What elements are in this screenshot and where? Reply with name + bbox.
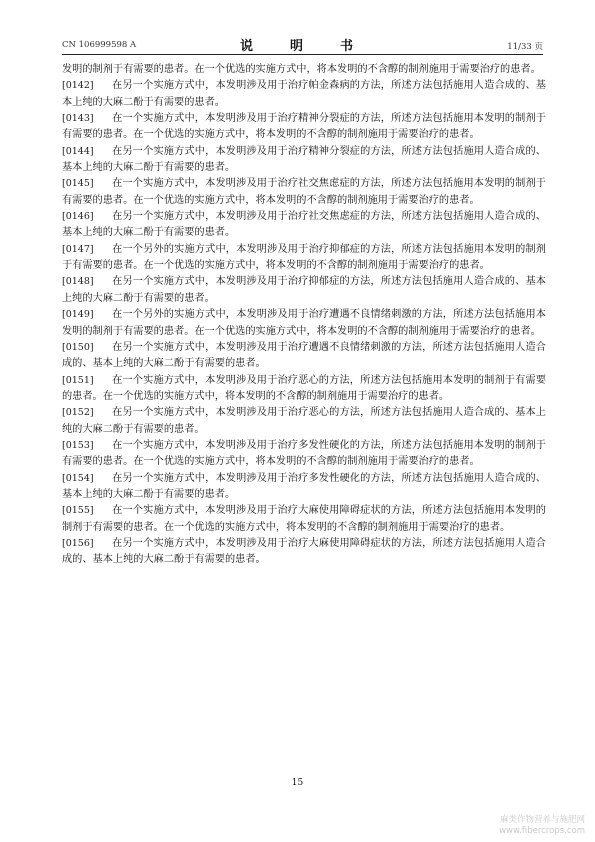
- paragraph-number: [0149]: [62, 309, 94, 321]
- paragraph-number: [0144]: [62, 145, 94, 157]
- document-body: [62, 62, 546, 569]
- paragraph-text: 在另一个实施方式中，本发明涉及用于治疗帕金森病的方法，所述方法包括施用人造合成的、基本上纯的大麻二酚于有需要的患者。: [62, 80, 546, 108]
- paragraph-text: 在一个另外的实施方式中，本发明涉及用于治疗抑郁症的方法，所述方法包括施用本发明的制剂于有需要的患者。在一个优选的实施方式中，将本发明的不含醇的制剂施用于需要治疗的患者。: [62, 243, 546, 272]
- paragraph: [62, 405, 546, 438]
- paragraph-text: 在一个实施方式中，本发明涉及用于治疗大麻使用障碍症状的方法，所述方法包括施用本发明的制剂于有需要的患者。在一个优选的实施方式中，将本发明的不含醇的制剂施用于需要治疗的患者。: [62, 505, 546, 533]
- paragraph: [62, 242, 546, 275]
- paragraph: [62, 144, 546, 177]
- paragraph-text: 在另一个实施方式中，本发明涉及用于治疗大麻使用障碍症状的方法，所述方法包括施用人造合成的、基本上纯的大麻二酚于有需要的患者。: [62, 537, 546, 566]
- paragraph-text: 在另一个实施方式中，本发明涉及用于治疗恶心的方法，所述方法包括施用人造合成的、基本上纯的大麻二酚于有需要的患者。: [62, 407, 546, 435]
- paragraph: [62, 78, 546, 111]
- paragraph-number: [0146]: [62, 211, 94, 223]
- paragraph: [62, 307, 546, 340]
- paragraph-number: [0153]: [62, 439, 94, 451]
- paragraph-number: [0152]: [62, 407, 94, 419]
- paragraph-text: 在一个另外的实施方式中，本发明涉及用于治疗遭遇不良情绪刺激的方法，所述方法包括施用本发明的制剂于有需要的患者。在一个优选的实施方式中，将本发明的不含醇的制剂施用于需要治疗的患者。: [62, 309, 546, 337]
- page-number: 15: [291, 778, 304, 788]
- paragraph-number: [0155]: [62, 505, 94, 517]
- watermark: [499, 815, 585, 837]
- paragraph-text: 在另一个实施方式中，本发明涉及用于治疗遭遇不良情绪刺激的方法，所述方法包括施用人造合成的、基本上纯的大麻二酚于有需要的患者。: [62, 341, 546, 370]
- paragraph-text: 在一个实施方式中，本发明涉及用于治疗社交焦虑症的方法，所述方法包括施用本发明的制剂于有需要的患者。在一个优选的实施方式中，将本发明的不含醇的制剂施用于需要治疗的患者。: [62, 178, 546, 206]
- paragraph: [62, 471, 546, 504]
- watermark-site-name: 麻类作物营养与施肥网: [499, 815, 585, 825]
- paragraph: [62, 503, 546, 536]
- document-title: 说 明 书: [239, 39, 365, 54]
- paragraph: [62, 62, 546, 78]
- paragraph: [62, 209, 546, 242]
- paragraph-text: 在另一个实施方式中，本发明涉及用于治疗抑郁症的方法，所述方法包括施用人造合成的、基本上纯的大麻二酚于有需要的患者。: [62, 276, 546, 304]
- paragraph: [62, 340, 546, 373]
- paragraph-number: [0151]: [62, 374, 94, 386]
- paragraph-text: 在一个实施方式中，本发明涉及用于治疗恶心的方法，所述方法包括施用本发明的制剂于有需要的患者。在一个优选的实施方式中，将本发明的不含醇的制剂施用于需要治疗的患者。: [62, 374, 546, 402]
- paragraph-text: 在另一个实施方式中，本发明涉及用于治疗精神分裂症的方法，所述方法包括施用人造合成的、基本上纯的大麻二酚于有需要的患者。: [62, 145, 546, 174]
- paragraph-text: 在另一个实施方式中，本发明涉及用于治疗多发性硬化的方法，所述方法包括施用人造合成的、基本上纯的大麻二酚于有需要的患者。: [62, 472, 546, 500]
- paragraph: [62, 111, 546, 144]
- paragraph-text: 在另一个实施方式中，本发明涉及用于治疗社交焦虑症的方法，所述方法包括施用人造合成的、基本上纯的大麻二酚于有需要的患者。: [62, 211, 546, 239]
- paragraph-number: [0143]: [62, 113, 94, 125]
- paragraph: [62, 176, 546, 209]
- watermark-url: www.fibercrops.com: [499, 826, 585, 836]
- document-header: [62, 36, 543, 55]
- paragraph-number: [0150]: [62, 341, 94, 353]
- page-count: 11/33 页: [507, 42, 543, 52]
- paragraph-number: [0148]: [62, 276, 94, 288]
- paragraph: [62, 438, 546, 471]
- paragraph-text: 在一个实施方式中，本发明涉及用于治疗精神分裂症的方法，所述方法包括施用本发明的制剂于有需要的患者。在一个优选的实施方式中，将本发明的不含醇的制剂施用于需要治疗的患者。: [62, 113, 546, 141]
- paragraph: [62, 536, 546, 569]
- paragraph: [62, 373, 546, 406]
- paragraph-text: 在一个实施方式中，本发明涉及用于治疗多发性硬化的方法，所述方法包括施用本发明的制剂于有需要的患者。在一个优选的实施方式中，将本发明的不含醇的制剂施用于需要治疗的患者。: [62, 439, 546, 468]
- publication-number: CN 106999598 A: [62, 40, 137, 50]
- paragraph-number: [0145]: [62, 178, 94, 190]
- paragraph-number: [0142]: [62, 80, 94, 92]
- paragraph-number: [0154]: [62, 472, 94, 484]
- paragraph-text: 发明的制剂于有需要的患者。在一个优选的实施方式中，将本发明的不含醇的制剂施用于需要治疗的患者。: [62, 64, 541, 75]
- paragraph-number: [0156]: [62, 537, 94, 549]
- paragraph-number: [0147]: [62, 243, 94, 255]
- paragraph: [62, 274, 546, 307]
